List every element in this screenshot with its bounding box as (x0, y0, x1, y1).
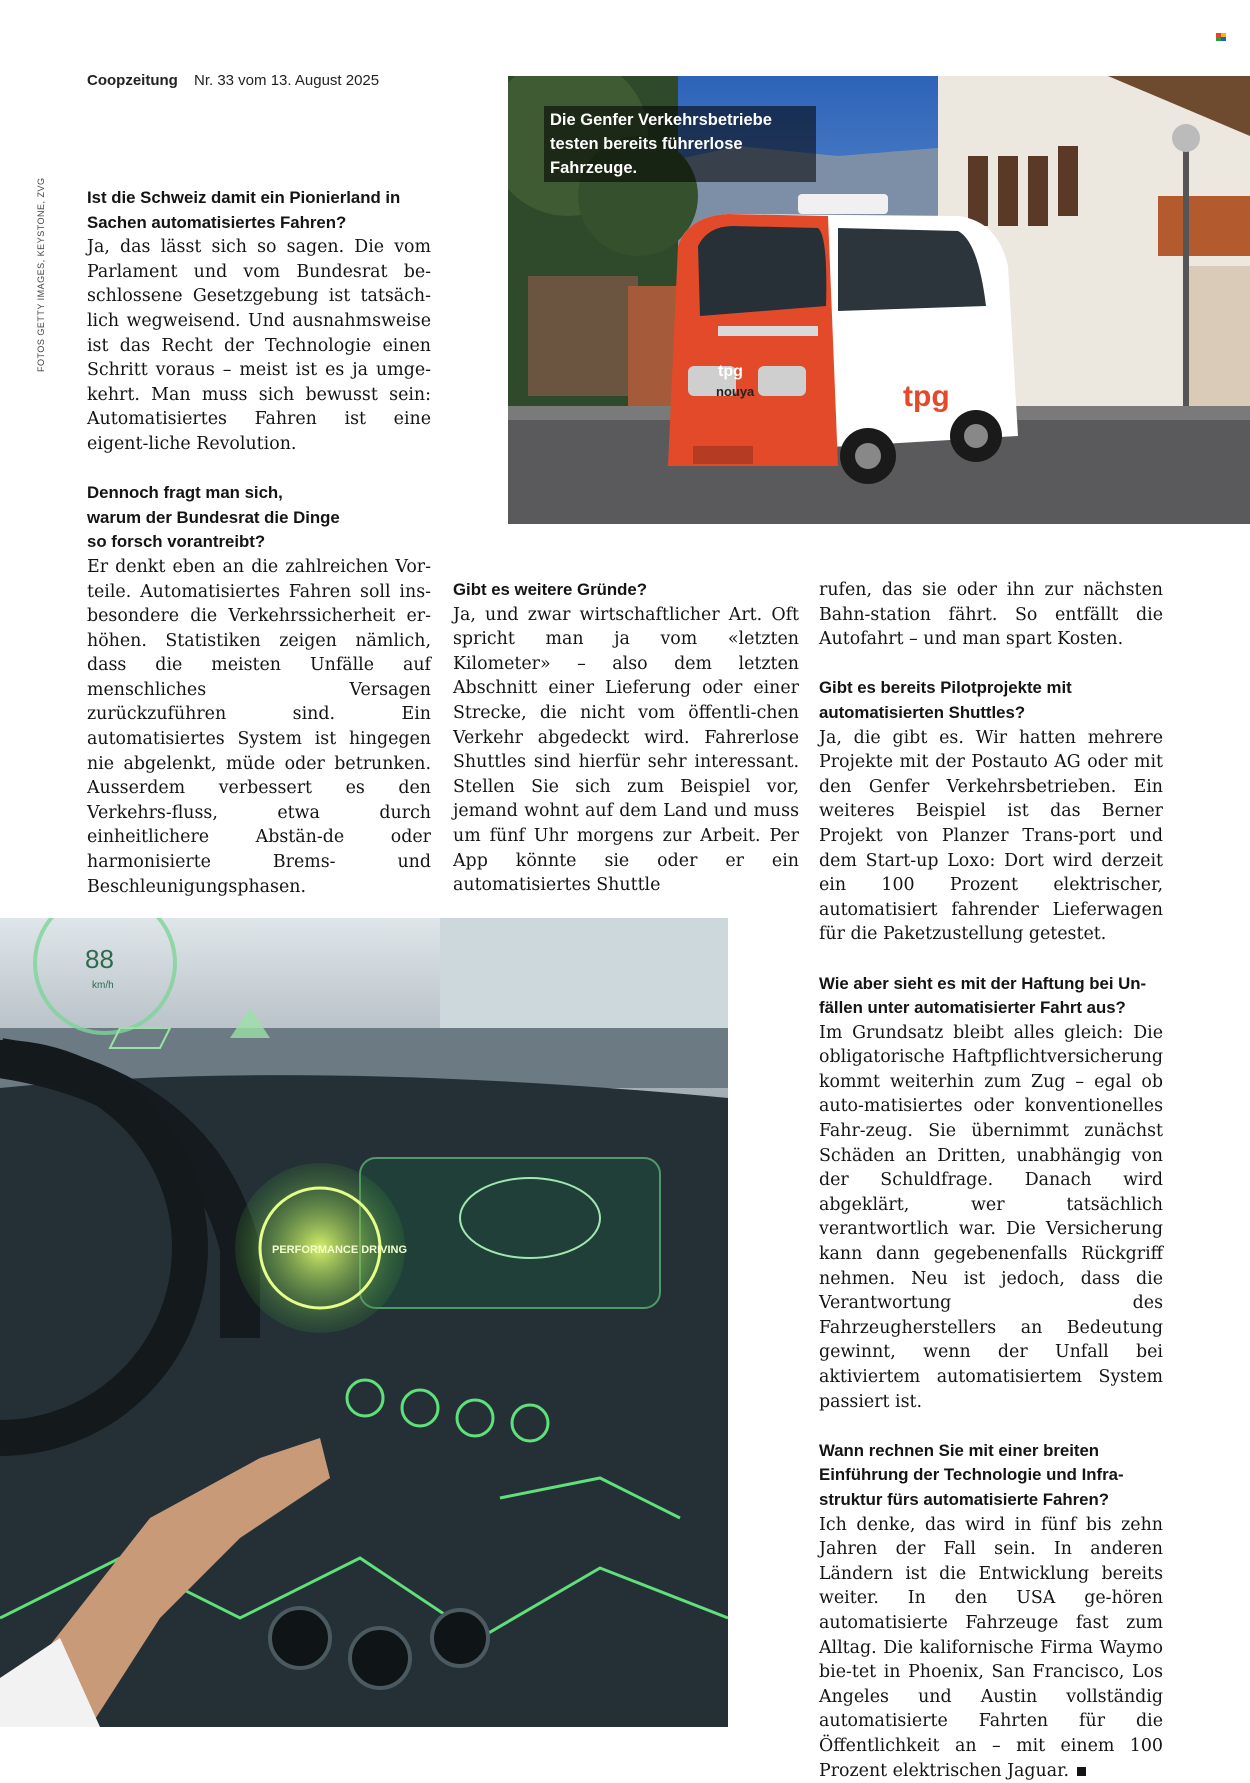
question-1: Ist die Schweiz damit ein Pionierland in Sachen automatisiertes Fahren? (87, 188, 401, 232)
color-mark-icon (1216, 33, 1226, 41)
question-6: Wann rechnen Sie mit einer breiten Einführung der Technologie und Infra- struktur fürs automatisierte Fahren? (819, 1440, 1124, 1509)
question-5: Wie aber sieht es mit der Haftung bei Un- fällen unter automatisierter Fahrt aus? (819, 973, 1147, 1018)
answer-6: Ich denke, das wird in fünf bis zehn Jahren der Fall sein. In anderen Ländern ist die Entwicklung bereits weiter. In den USA ge-hören automatisierte Fahrzeuge fast zum Alltag. Die kalifornische Firma Waymo bie-tet in Phoenix, San Francisco, Los Angeles und Austin vollständig automatisierte Fahrten für die Öffentlichkeit an – mit einem 100 Prozent elektrischen Jaguar. (819, 1514, 1163, 1781)
answer-5: Im Grundsatz bleibt alles gleich: Die obligatorische Haftpflichtversicherung kommt weiterhin zum Zug – egal ob auto-matisiertes oder konventionelles Fahr-zeug. Sie übernimmt zunächst Schäden an Dritten, unabhängig von der Schuldfrage. Danach wird abgeklärt, wer tatsächlich verantwortlich war. Die Versicherung kann dann gegebenenfalls Rückgriff nehmen. Neu ist jedoch, dass die Verantwortung des Fahrzeugherstellers an Bedeutung gewinnt, wenn der Unfall bei aktiviertem automatisiertem System passiert ist. (819, 1022, 1163, 1412)
photo-credit: FOTOS GETTY IMAGES, KEYSTONE, ZVG (36, 177, 46, 372)
question-2: Dennoch fragt man sich, warum der Bundesrat die Dinge so forsch vorantreibt? (87, 483, 340, 552)
end-mark-icon (1077, 1767, 1086, 1776)
column-1 (87, 186, 431, 899)
bus-brand-small: tpg (718, 363, 743, 380)
issue-info: Nr. 33 vom 13. August 2025 (194, 72, 380, 89)
answer-3: Ja, und zwar wirtschaftlicher Art. Oft spricht man ja vom «letzten Kilometer» – also dem letzten Abschnitt einer Lieferung oder einer Strecke, die nicht vom öffentli-chen Verkehr abgedeckt wird. Fahrerlose Shuttles sind hierfür sehr interessant. Stellen Sie sich zum Beispiel vor, jemand wohnt auf dem Land und muss um fünf Uhr morgens zur Arbeit. Per App könnte sie oder er ein automatisiertes Shuttle (453, 604, 799, 896)
question-4: Gibt es bereits Pilotprojekte mit automatisierten Shuttles? (819, 678, 1072, 722)
answer-1: Ja, das lässt sich so sagen. Die vom Parlament und vom Bundesrat be-schlossene Gesetzgebung ist tatsäch-lich wegweisend. Und ausnahmsweise ist das Recht der Technologie einen Schritt voraus – meist ist es ja umge-kehrt. Man muss sich bewusst sein: Automatisiertes Fahren ist eine eigent-liche Revolution. (87, 237, 431, 454)
column-2 (453, 578, 799, 898)
dashboard-illustration (0, 918, 728, 1727)
column-3 (819, 578, 1163, 1783)
answer-4: Ja, die gibt es. Wir hatten mehrere Projekte mit der Postauto AG oder mit den Genfer Verkehrsbetrieben. Ein weiteres Beispiel ist das Berner Projekt von Planzer Trans-port und dem Start-up Loxo: Dort wird derzeit ein 100 Prozent elektrischer, automatisiert fahrender Lieferwagen für die Paketzustellung getestet. (819, 727, 1163, 945)
dashboard-photo (0, 918, 728, 1727)
photo-caption: Die Genfer Verkehrsbetriebe testen bereits führerlose Fahrzeuge. (544, 106, 816, 182)
bus-photo (508, 76, 1250, 524)
publication-name: Coopzeitung (87, 72, 178, 89)
answer-2: Er denkt eben an die zahlreichen Vor-teile. Automatisiertes Fahren soll ins-besondere die Verkehrssicherheit er-höhen. Statistiken zeigen nämlich, dass die meisten Unfälle auf menschliches Versagen zurückzuführen sind. Ein automatisiertes System ist hingegen nie abgelenkt, müde oder betrunken. Ausserdem verbessert es den Verkehrs-fluss, etwa durch einheitlichere Abstän-de oder harmonisierte Brems- und Beschleunigungsphasen. (87, 556, 431, 897)
bus-sublabel: nouya (716, 384, 755, 399)
speed-unit: km/h (92, 980, 114, 991)
answer-3-continued: rufen, das sie oder ihn zur nächsten Bahn-station fährt. So entfällt die Autofahrt – und man spart Kosten. (819, 580, 1163, 650)
speed-readout: 88 (85, 944, 114, 974)
page-header (87, 72, 379, 89)
performance-driving-label: PERFORMANCE DRIVING (272, 1244, 408, 1256)
question-3: Gibt es weitere Gründe? (453, 580, 647, 599)
bus-brand-large: tpg (903, 380, 950, 413)
